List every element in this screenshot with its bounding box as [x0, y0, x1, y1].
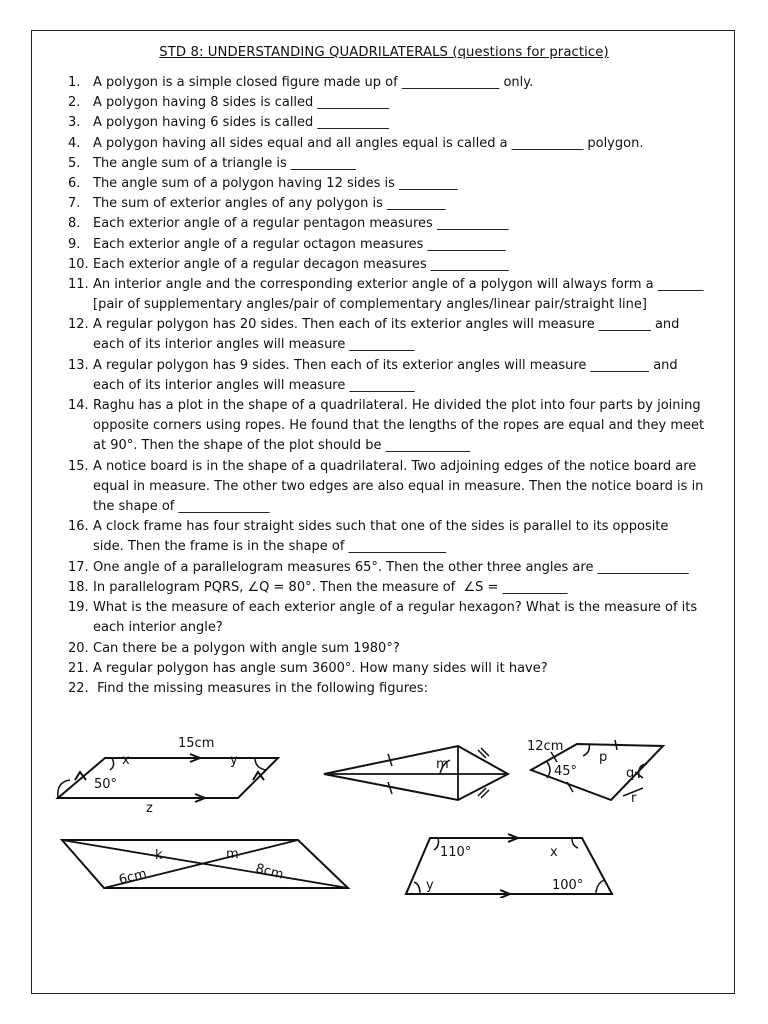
question-item — [68, 396, 718, 456]
question-text-line: [pair of supplementary angles/pair of complementary angles/linear pair/straight line] — [93, 297, 647, 312]
question-item — [68, 639, 718, 659]
question-item — [68, 194, 718, 214]
question-item — [68, 275, 718, 315]
question-text-line: In parallelogram PQRS, ∠Q = 80°. Then the measure of ∠S = __________ — [93, 580, 568, 595]
question-text-line: side. Then the frame is in the shape of _______________ — [93, 539, 447, 555]
question-item — [68, 315, 718, 355]
question-item — [68, 255, 718, 275]
fig5-a2-label: 100° — [552, 878, 584, 893]
question-item — [68, 93, 718, 113]
question-number: 6. — [68, 176, 81, 191]
fig5-y-label: y — [426, 878, 434, 893]
fig4-d1-label: 6cm — [117, 866, 149, 888]
question-text-line: A polygon having 8 sides is called ___________ — [93, 95, 389, 111]
question-item — [68, 457, 718, 517]
fig3-q-label: q — [626, 766, 635, 781]
question-text-line: Each exterior angle of a regular pentagon measures ___________ — [93, 216, 509, 232]
question-number: 11. — [68, 277, 89, 292]
question-text-line: A polygon is a simple closed figure made up of _______________ only. — [93, 75, 534, 90]
question-text-line: Find the missing measures in the following figures: — [93, 681, 428, 696]
question-item — [68, 113, 718, 133]
question-number: 13. — [68, 357, 89, 373]
question-number: 19. — [68, 600, 89, 616]
question-text-line: A regular polygon has 20 sides. Then each of its exterior angles will measure ________ and — [93, 317, 680, 333]
question-text-line: A regular polygon has angle sum 3600°. How many sides will it have? — [93, 660, 548, 676]
question-text-line: What is the measure of each exterior angle of a regular hexagon? What is the measure of its — [93, 600, 698, 616]
question-text-line: A polygon having 6 sides is called ___________ — [93, 115, 389, 131]
question-item — [68, 659, 718, 679]
question-text-line: each of its interior angles will measure __________ — [93, 337, 415, 353]
question-item — [68, 598, 718, 638]
question-number: 15. — [68, 458, 89, 474]
question-text-line: opposite corners using ropes. He found that the lengths of the ropes are equal and they meet — [93, 418, 705, 434]
figure-parallelogram-xyz — [50, 730, 290, 820]
question-number: 4. — [68, 135, 81, 151]
question-item — [68, 679, 718, 699]
fig3-r-label: r — [631, 791, 637, 806]
fig5-x-label: x — [550, 845, 558, 860]
question-number: 1. — [68, 75, 81, 90]
fig4-d2-label: 8cm — [254, 861, 285, 883]
question-number: 9. — [68, 236, 81, 252]
fig1-angle-label: 50° — [94, 777, 118, 792]
question-number: 7. — [68, 196, 81, 212]
question-number: 14. — [68, 398, 89, 414]
worksheet-title: STD 8: UNDERSTANDING QUADRILATERALS (questions for practice) — [159, 45, 609, 60]
question-item — [68, 134, 718, 154]
figure-rhombus-pqr — [525, 734, 685, 814]
question-item — [68, 517, 718, 557]
question-item — [68, 235, 718, 255]
fig3-p-label: p — [599, 750, 608, 765]
question-text-line: A regular polygon has 9 sides. Then each of its exterior angles will measure _________ and — [93, 357, 678, 373]
figure-kite-m — [318, 738, 518, 808]
question-number: 22. — [68, 681, 89, 696]
question-item — [68, 214, 718, 234]
question-text-line: Raghu has a plot in the shape of a quadrilateral. He divided the plot into four parts by joining — [93, 398, 701, 414]
question-text-line: A polygon having all sides equal and all angles equal is called a ___________ polygon. — [93, 135, 644, 151]
fig1-y-label: y — [230, 753, 238, 768]
question-text-line: One angle of a parallelogram measures 65°. Then the other three angles are ______________ — [93, 559, 689, 575]
fig1-z-label: z — [146, 801, 153, 816]
question-text-line: A clock frame has four straight sides such that one of the sides is parallel to its opposite — [93, 519, 669, 535]
fig1-side-label: 15cm — [178, 736, 215, 751]
question-number: 5. — [68, 155, 81, 171]
fig3-side-label: 12cm — [527, 739, 564, 754]
fig4-m-label: m — [226, 847, 239, 862]
question-text-line: equal in measure. The other two edges are also equal in measure. Then the notice board is in — [93, 478, 704, 494]
question-text-line: at 90°. Then the shape of the plot should be _____________ — [93, 438, 471, 454]
question-text-line: The angle sum of a triangle is __________ — [93, 155, 356, 171]
question-number: 17. — [68, 559, 89, 575]
question-text-line: An interior angle and the corresponding exterior angle of a polygon will always form a _______ — [93, 277, 704, 292]
question-text-line: the shape of ______________ — [93, 498, 270, 514]
question-number: 2. — [68, 95, 81, 111]
question-number: 10. — [68, 256, 89, 272]
question-text-line: each of its interior angles will measure __________ — [93, 377, 415, 393]
question-number: 18. — [68, 580, 89, 595]
figure-trapezium — [402, 832, 622, 898]
question-number: 16. — [68, 519, 89, 535]
question-item — [68, 73, 718, 93]
question-number: 20. — [68, 640, 89, 656]
figure-parallelogram-diagonals — [58, 832, 354, 896]
fig4-k-label: k — [155, 848, 163, 863]
question-text-line: The angle sum of a polygon having 12 sides is _________ — [93, 176, 458, 191]
fig3-angle-label: 45° — [554, 764, 578, 779]
question-item — [68, 356, 718, 396]
question-number: 8. — [68, 216, 81, 232]
question-number: 21. — [68, 660, 89, 676]
question-text-line: Each exterior angle of a regular octagon measures ____________ — [93, 236, 506, 252]
question-number: 3. — [68, 115, 81, 131]
question-text-line: The sum of exterior angles of any polygon is _________ — [93, 196, 446, 212]
question-text-line: Each exterior angle of a regular decagon measures ____________ — [93, 256, 509, 272]
question-text-line: Can there be a polygon with angle sum 1980°? — [93, 640, 400, 656]
fig1-x-label: x — [122, 753, 130, 768]
question-text-line: each interior angle? — [93, 620, 223, 636]
question-text-line: A notice board is in the shape of a quadrilateral. Two adjoining edges of the notice board are — [93, 458, 697, 474]
fig2-m-label: m — [436, 757, 449, 772]
question-item — [68, 174, 718, 194]
fig5-a1-label: 110° — [440, 845, 472, 860]
question-item — [68, 578, 718, 598]
question-number: 12. — [68, 317, 89, 333]
question-item — [68, 154, 718, 174]
question-item — [68, 558, 718, 578]
